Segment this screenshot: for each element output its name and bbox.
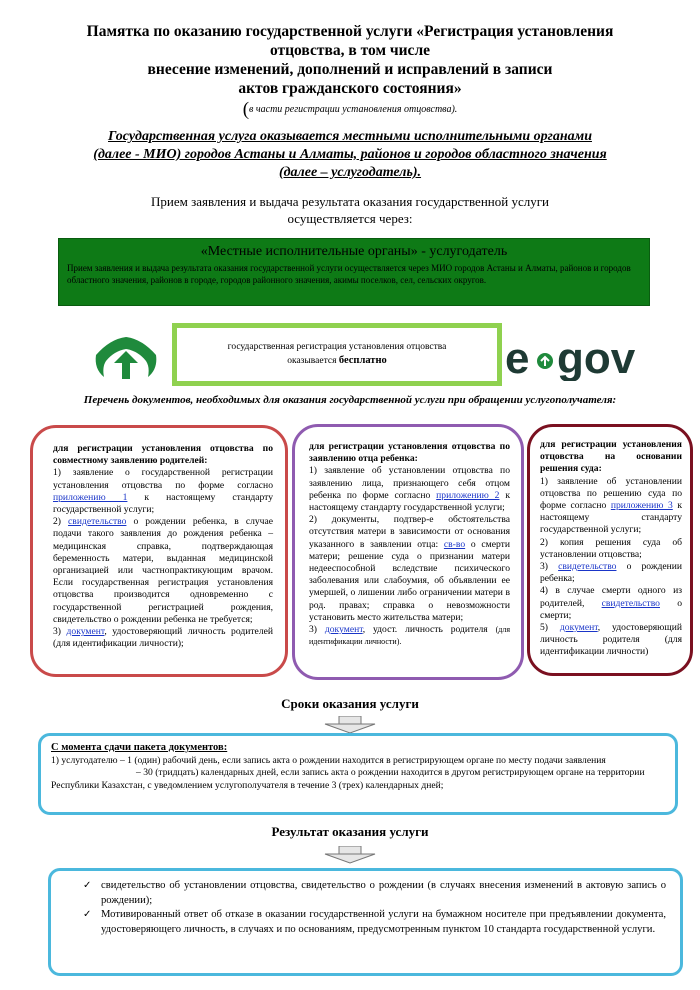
egov-gov: gov — [557, 337, 636, 381]
column-item-1: 1) заявление об установлении отцовства по заявлению лица, признающего себя отцом ребенка по форме согласно приложению 2 к настоящему стандарту государственной услуги; — [309, 465, 511, 514]
reception-line: осуществляется через: — [287, 211, 413, 226]
certificate-link[interactable]: свидетельство — [558, 561, 617, 573]
document-link[interactable]: документ — [324, 624, 363, 636]
terms-line-2: – 30 (тридцать) календарных дней, если запись акта о рождении находится в другом регистрирующем органе на территории Республики Казахстан, с уведомлением услугополучателя в течение 3 (трех) календарных дней; — [51, 767, 645, 791]
title-line: Памятка по оказанию государственной услуги «Регистрация установления — [86, 23, 614, 40]
provider-panel — [58, 238, 650, 306]
appendix-link[interactable]: приложению 2 — [436, 489, 500, 501]
death-certificate-link[interactable]: свидетельство — [601, 597, 660, 609]
certificate-link[interactable]: свидетельство — [68, 516, 127, 528]
subtitle-paren: ( — [242, 99, 250, 120]
result-heading: Результат оказания услуги — [271, 824, 429, 839]
documents-court-decision — [527, 424, 693, 676]
free-line-1: государственная регистрация установления отцовства — [227, 342, 447, 352]
reception-text — [150, 193, 550, 227]
appendix-link[interactable]: приложению 3 — [610, 500, 673, 512]
provider-title: «Местные исполнительные органы» - услугодатель — [200, 244, 508, 259]
provider-text: Прием заявления и выдача результата оказания государственной услуги осуществляется через МИО городов Астаны и Алматы, районов и городов областного значения, районов в городе, городов районного значения, акимы поселков, сел, сельских округов. — [67, 263, 631, 285]
free-bold: бесплатно — [338, 355, 387, 366]
column-item-4: 4) в случае смерти одного из родителей, свидетельство о смерти; — [540, 585, 682, 621]
terms-heading: Сроки оказания услуги — [281, 696, 419, 711]
intro-statement: Государственная услуга оказывается местными исполнительными органами (далее - МИО) городов Астаны и Алматы, районов и городов областного значения (далее – услугодатель). — [93, 129, 607, 180]
result-box — [48, 868, 683, 976]
column-item-2: 2) копия решения суда об установлении отцовства; — [540, 536, 682, 560]
column-heading: для регистрации установления отцовства по совместному заявлению родителей: — [53, 443, 273, 467]
document-link[interactable]: документ — [66, 626, 105, 638]
column-item-5: 5) документ, удостоверяющий личность родителя (для идентификации личности) — [540, 622, 682, 658]
page-subtitle — [60, 99, 640, 121]
column-item-3: 3) документ, удостоверяющий личность родителей (для идентификации личности); — [53, 626, 273, 650]
checkmark-icon: ✓ — [83, 909, 92, 920]
document-link[interactable]: документ — [559, 622, 598, 634]
terms-box-heading: С момента сдачи пакета документов: — [51, 742, 228, 753]
column-item-3: 3) документ, удост. личность родителя (для идентификации личности). — [309, 624, 510, 647]
column-item-2: 2) свидетельство о рождении ребенка, в случае подачи такого заявления до рождения ребенка – медицинская справка, подтверждающая беременность матери, выданная медицинской организацией или частнопрактикующим врачом. Если государственная регистрация установления отцовства производится одновременно с государственной регистрацией рождения, свидетельство о рождении ребенка не требуется; — [53, 516, 274, 625]
documents-heading: Перечень документов, необходимых для оказания государственной услуги при обращении услугополучателя: — [83, 394, 617, 406]
result-item: ✓ свидетельство об установлении отцовства, свидетельство о рождении (в случаях внесения изменений в актовую запись о рождении); — [83, 880, 666, 906]
emblem-icon — [92, 333, 160, 383]
subtitle-text: в части регистрации установления отцовства). — [249, 104, 458, 115]
free-service-box — [172, 323, 502, 386]
certificate-link[interactable]: св-во — [443, 538, 466, 550]
documents-joint-application — [30, 425, 288, 677]
free-line-2 — [177, 354, 497, 368]
down-arrow-icon — [323, 846, 377, 864]
documents-father-application — [292, 424, 524, 680]
reception-line: Прием заявления и выдача результата оказания государственной услуги — [150, 194, 549, 209]
terms-box — [38, 733, 678, 815]
column-heading: для регистрации установления отцовства на основании решения суда: — [540, 439, 682, 475]
egov-e: e — [505, 337, 530, 381]
down-arrow-icon — [323, 716, 377, 734]
egov-logo — [505, 337, 665, 381]
page-title — [60, 22, 640, 98]
terms-line-1: 1) услугодателю – 1 (один) рабочий день, если запись акта о рождении находится в регистрирующем органе по месту подачи заявления — [51, 754, 606, 766]
title-line: отцовства, в том числе — [269, 42, 431, 59]
column-item-3: 3) свидетельство о рождении ребенка; — [540, 561, 682, 585]
column-item-2: 2) документы, подтвер-е обстоятельства отсутствия матери в зависимости от основания указанного в заявлении отца: св-во о смерти матери; решение суда о признании матери недееспособной вследствие психического заболевания или слабоумия, об объявлении ее умершей, о лишении либо ограничении матери в род. правах; справка о невозможности установить место жительства матери; — [309, 514, 510, 623]
title-line: внесение изменений, дополнений и исправлений в записи — [147, 61, 553, 78]
title-line: актов гражданского состояния» — [238, 80, 462, 97]
result-item: ✓ Мотивированный ответ об отказе в оказании государственной услуги на бумажном носителе при предъявлении документа, удостоверяющего личность, в случаях и по основаниям, предусмотренным пунктом 10 стандарта государственной услуги. — [83, 909, 666, 935]
column-heading: для регистрации установления отцовства по заявлению отца ребенка: — [309, 441, 510, 465]
appendix-link[interactable]: приложению 1 — [53, 491, 128, 503]
column-item-1: 1) заявление о государственной регистрации установления отцовства по форме согласно приложению 1 к настоящему стандарту государственной услуги; — [53, 467, 273, 516]
column-item-1: 1) заявление об установлении отцовства по решению суда по форме согласно приложению 3 к настоящему стандарту государственной услуги; — [540, 475, 682, 536]
free-prefix: оказывается — [287, 356, 339, 366]
checkmark-icon: ✓ — [83, 880, 92, 891]
